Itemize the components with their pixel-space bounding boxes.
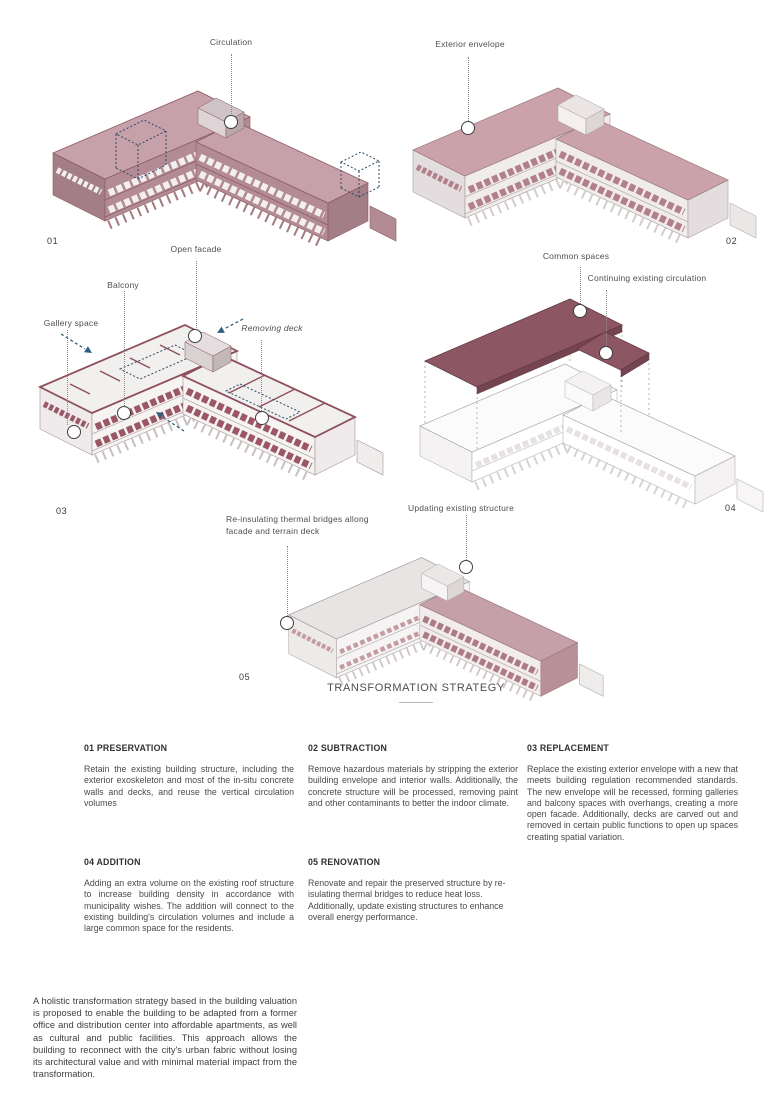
section-body: Remove hazardous materials by stripping the exterior building envelope and interior walls. Additionally, the concrete structure will be processed, removing paint and other contaminants to better the indoor climate. — [308, 764, 518, 808]
section-heading: 04 ADDITION — [84, 857, 141, 867]
marker-circle-balcony — [117, 406, 131, 420]
dashed-arrow-icon — [210, 316, 250, 340]
title-underline — [399, 702, 433, 703]
section-heading: 05 RENOVATION — [308, 857, 381, 867]
section-replacement — [527, 743, 738, 843]
leader-line — [287, 546, 288, 616]
label-gallery-space: Gallery space — [43, 318, 99, 328]
section-subtraction — [308, 743, 518, 809]
label-open-facade: Open facade — [170, 244, 222, 254]
diagram-number-05: 05 — [239, 672, 251, 682]
marker-circle-gallery-space — [67, 425, 81, 439]
section-addition — [84, 857, 294, 934]
label-continuing-circulation: Continuing existing circulation — [587, 273, 707, 283]
dashed-arrow-icon — [152, 406, 190, 434]
leader-line — [468, 57, 469, 121]
label-circulation: Circulation — [209, 37, 253, 47]
leader-line — [466, 515, 467, 560]
dashed-arrow-icon — [58, 330, 98, 360]
marker-circle-reinsulating — [280, 616, 294, 630]
axonometric-diagram-01-preservation — [38, 58, 398, 258]
marker-circle-circulation — [224, 115, 238, 129]
leader-line — [580, 267, 581, 304]
label-common-spaces: Common spaces — [542, 251, 610, 261]
diagram-number-01: 01 — [47, 236, 59, 246]
marker-circle-exterior-envelope — [461, 121, 475, 135]
section-body: Renovate and repair the preserved structure by re-isulating thermal bridges to reduce heat loss. Additionally, update existing structures to enhance overall energy performance. — [308, 878, 506, 922]
label-updating-structure: Updating existing structure — [407, 503, 515, 513]
label-exterior-envelope: Exterior envelope — [435, 39, 505, 49]
section-heading: 01 PRESERVATION — [84, 743, 168, 753]
marker-circle-continuing-circulation — [599, 346, 613, 360]
marker-circle-removing-deck — [255, 411, 269, 425]
label-reinsulating: Re-insulating thermal bridges allong facade and terrain deck — [226, 514, 369, 536]
diagram-number-02: 02 — [726, 236, 738, 246]
diagram-number-03: 03 — [56, 506, 68, 516]
leader-line — [606, 290, 607, 346]
section-body: Adding an extra volume on the existing roof structure to increase building density in accordance with municipality wishes. The addition will connect to the existing building's circulation volumes and include a large common space for the residents. — [84, 878, 294, 934]
marker-circle-updating-structure — [459, 560, 473, 574]
section-preservation — [84, 743, 294, 809]
leader-line — [261, 340, 262, 411]
marker-circle-open-facade — [188, 329, 202, 343]
label-balcony: Balcony — [107, 280, 139, 290]
section-heading: 03 REPLACEMENT — [527, 743, 609, 753]
axonometric-diagram-04-addition — [405, 283, 765, 513]
leader-line — [196, 261, 197, 336]
section-body: Replace the existing exterior envelope with a new that meets building regulation recommended standards. The new envelope will be recessed, forming galleries and balcony spaces with overhangs, creating a more open facade. Additionally, decks are carved out and removed in certain public functions to open up spaces creating spatial variation. — [527, 764, 738, 842]
diagram-number-04: 04 — [725, 503, 737, 513]
section-renovation — [308, 857, 513, 923]
axonometric-diagram-02-subtraction — [398, 55, 758, 255]
leader-line — [231, 54, 232, 114]
section-heading: 02 SUBTRACTION — [308, 743, 388, 753]
leader-line — [124, 291, 125, 406]
marker-circle-common-spaces — [573, 304, 587, 318]
page-title: TRANSFORMATION STRATEGY — [327, 682, 505, 694]
summary-paragraph: A holistic transformation strategy based in the building valuation is proposed to enable the building to be adapted from a former office and distribution center into affordable apartments, as well as cultural and public facilities. This approach allows the building to reconnect with the city's urban fabric without losing its architectural value and with minimal material impact from the transformation. — [33, 996, 297, 1080]
label-removing-deck: Removing deck — [241, 323, 303, 333]
section-body: Retain the existing building structure, including the exterior exoskeleton and most of the in-situ concrete walls and decks, and reuse the vertical circulation volumes — [84, 764, 294, 808]
